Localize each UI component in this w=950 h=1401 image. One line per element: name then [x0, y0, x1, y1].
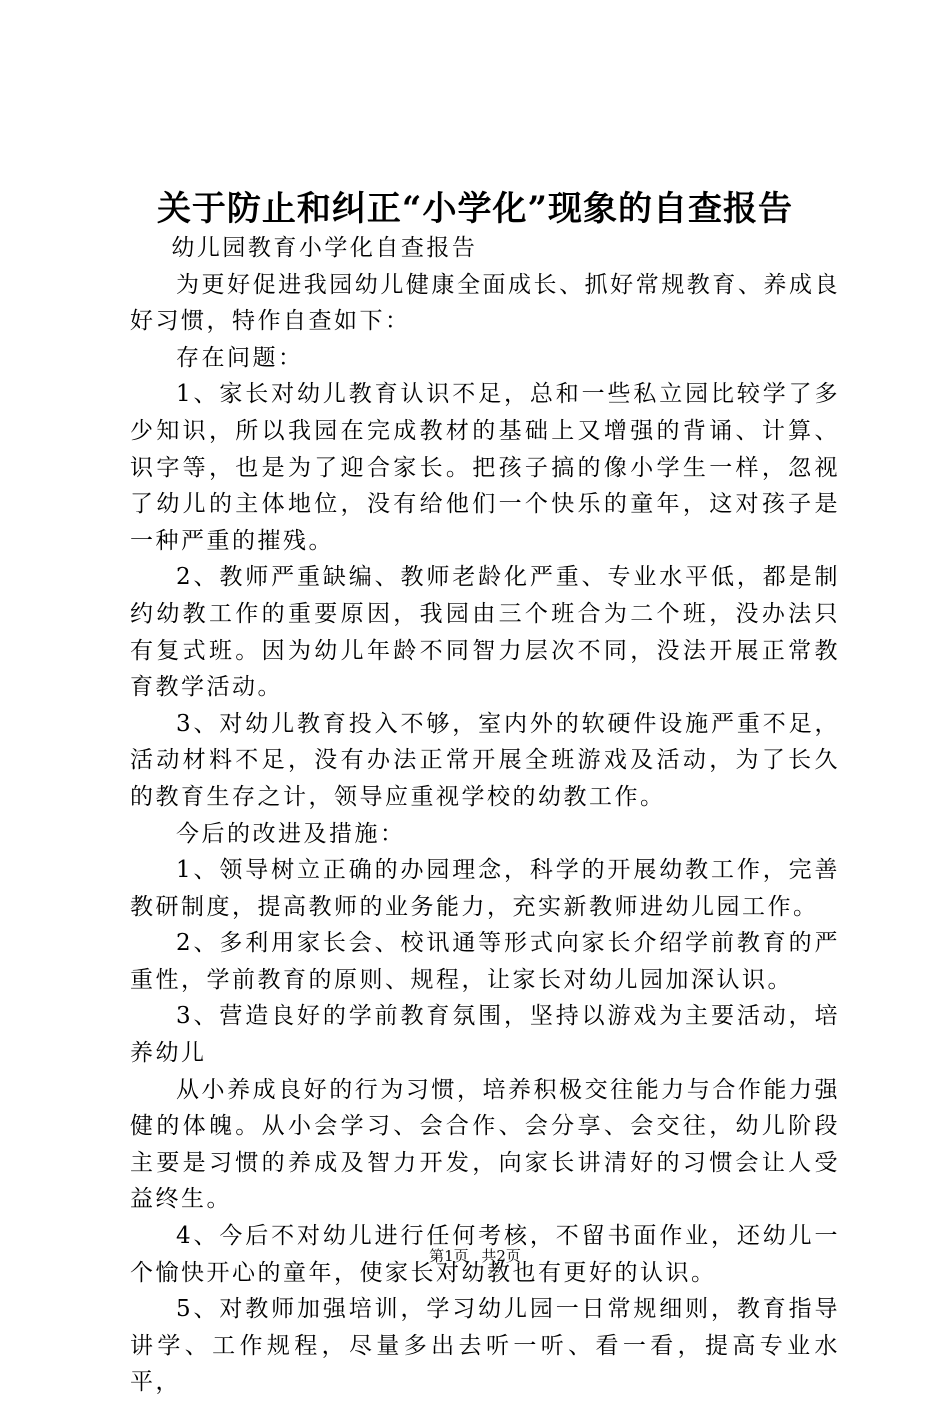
intro-paragraph: 为更好促进我园幼儿健康全面成长、抓好常规教育、养成良好习惯，特作自查如下： — [130, 271, 840, 335]
document-subtitle: 幼儿园教育小学化自查报告 — [171, 235, 478, 261]
document-body — [130, 230, 840, 1401]
page-footer — [0, 1246, 950, 1266]
problem-paragraph-3: 3、对幼儿教育投入不够，室内外的软硬件设施严重不足，活动材料不足，没有办法正常开展全班游戏及活动，为了长久的教育生存之计，领导应重视学校的幼教工作。 — [130, 710, 840, 810]
problem-paragraph-2: 2、教师严重缺编、教师老龄化严重、专业水平低，都是制约幼教工作的重要原因，我园由三个班合为二个班，没办法只有复式班。因为幼儿年龄不同智力层次不同，没法开展正常教育教学活动。 — [130, 564, 840, 701]
measure-paragraph-3: 3、营造良好的学前教育氛围，坚持以游戏为主要活动，培养幼儿 — [130, 1003, 840, 1067]
page-total: 共2页 — [481, 1247, 521, 1265]
measure-paragraph-5: 5、对教师加强培训，学习幼儿园一日常规细则，教育指导讲学、工作规程，尽量多出去听一听、看一看，提高专业水平， — [130, 1296, 840, 1396]
page-number: 第1页 — [429, 1247, 469, 1265]
measure-paragraph-4: 4、今后不对幼儿进行任何考核，不留书面作业，还幼儿一个愉快开心的童年，使家长对幼教也有更好的认识。 — [130, 1223, 840, 1286]
section-heading-measures: 今后的改进及措施： — [176, 820, 406, 847]
problem-paragraph-1: 1、家长对幼儿教育认识不足，总和一些私立园比较学了多少知识，所以我园在完成教材的基础上又增强的背诵、计算、识字等，也是为了迎合家长。把孩子搞的像小学生一样，忽视了幼儿的主体地位，没有给他们一个快乐的童年，这对孩子是一种严重的摧残。 — [130, 381, 840, 554]
measure-paragraph-1: 1、领导树立正确的办园理念，科学的开展幼教工作，完善教研制度，提高教师的业务能力，充实新教师进幼儿园工作。 — [130, 857, 840, 920]
measure-paragraph-3-continued: 从小养成良好的行为习惯，培养积极交往能力与合作能力强健的体魄。从小会学习、会合作、会分享、会交往，幼儿阶段主要是习惯的养成及智力开发，向家长讲清好的习惯会让人受益终生。 — [130, 1076, 840, 1213]
measure-paragraph-2: 2、多利用家长会、校讯通等形式向家长介绍学前教育的严重性，学前教育的原则、规程，让家长对幼儿园加深认识。 — [130, 930, 840, 993]
document-title: 关于防止和纠正“小学化”现象的自查报告 — [156, 189, 794, 229]
section-heading-problems: 存在问题： — [176, 344, 304, 371]
